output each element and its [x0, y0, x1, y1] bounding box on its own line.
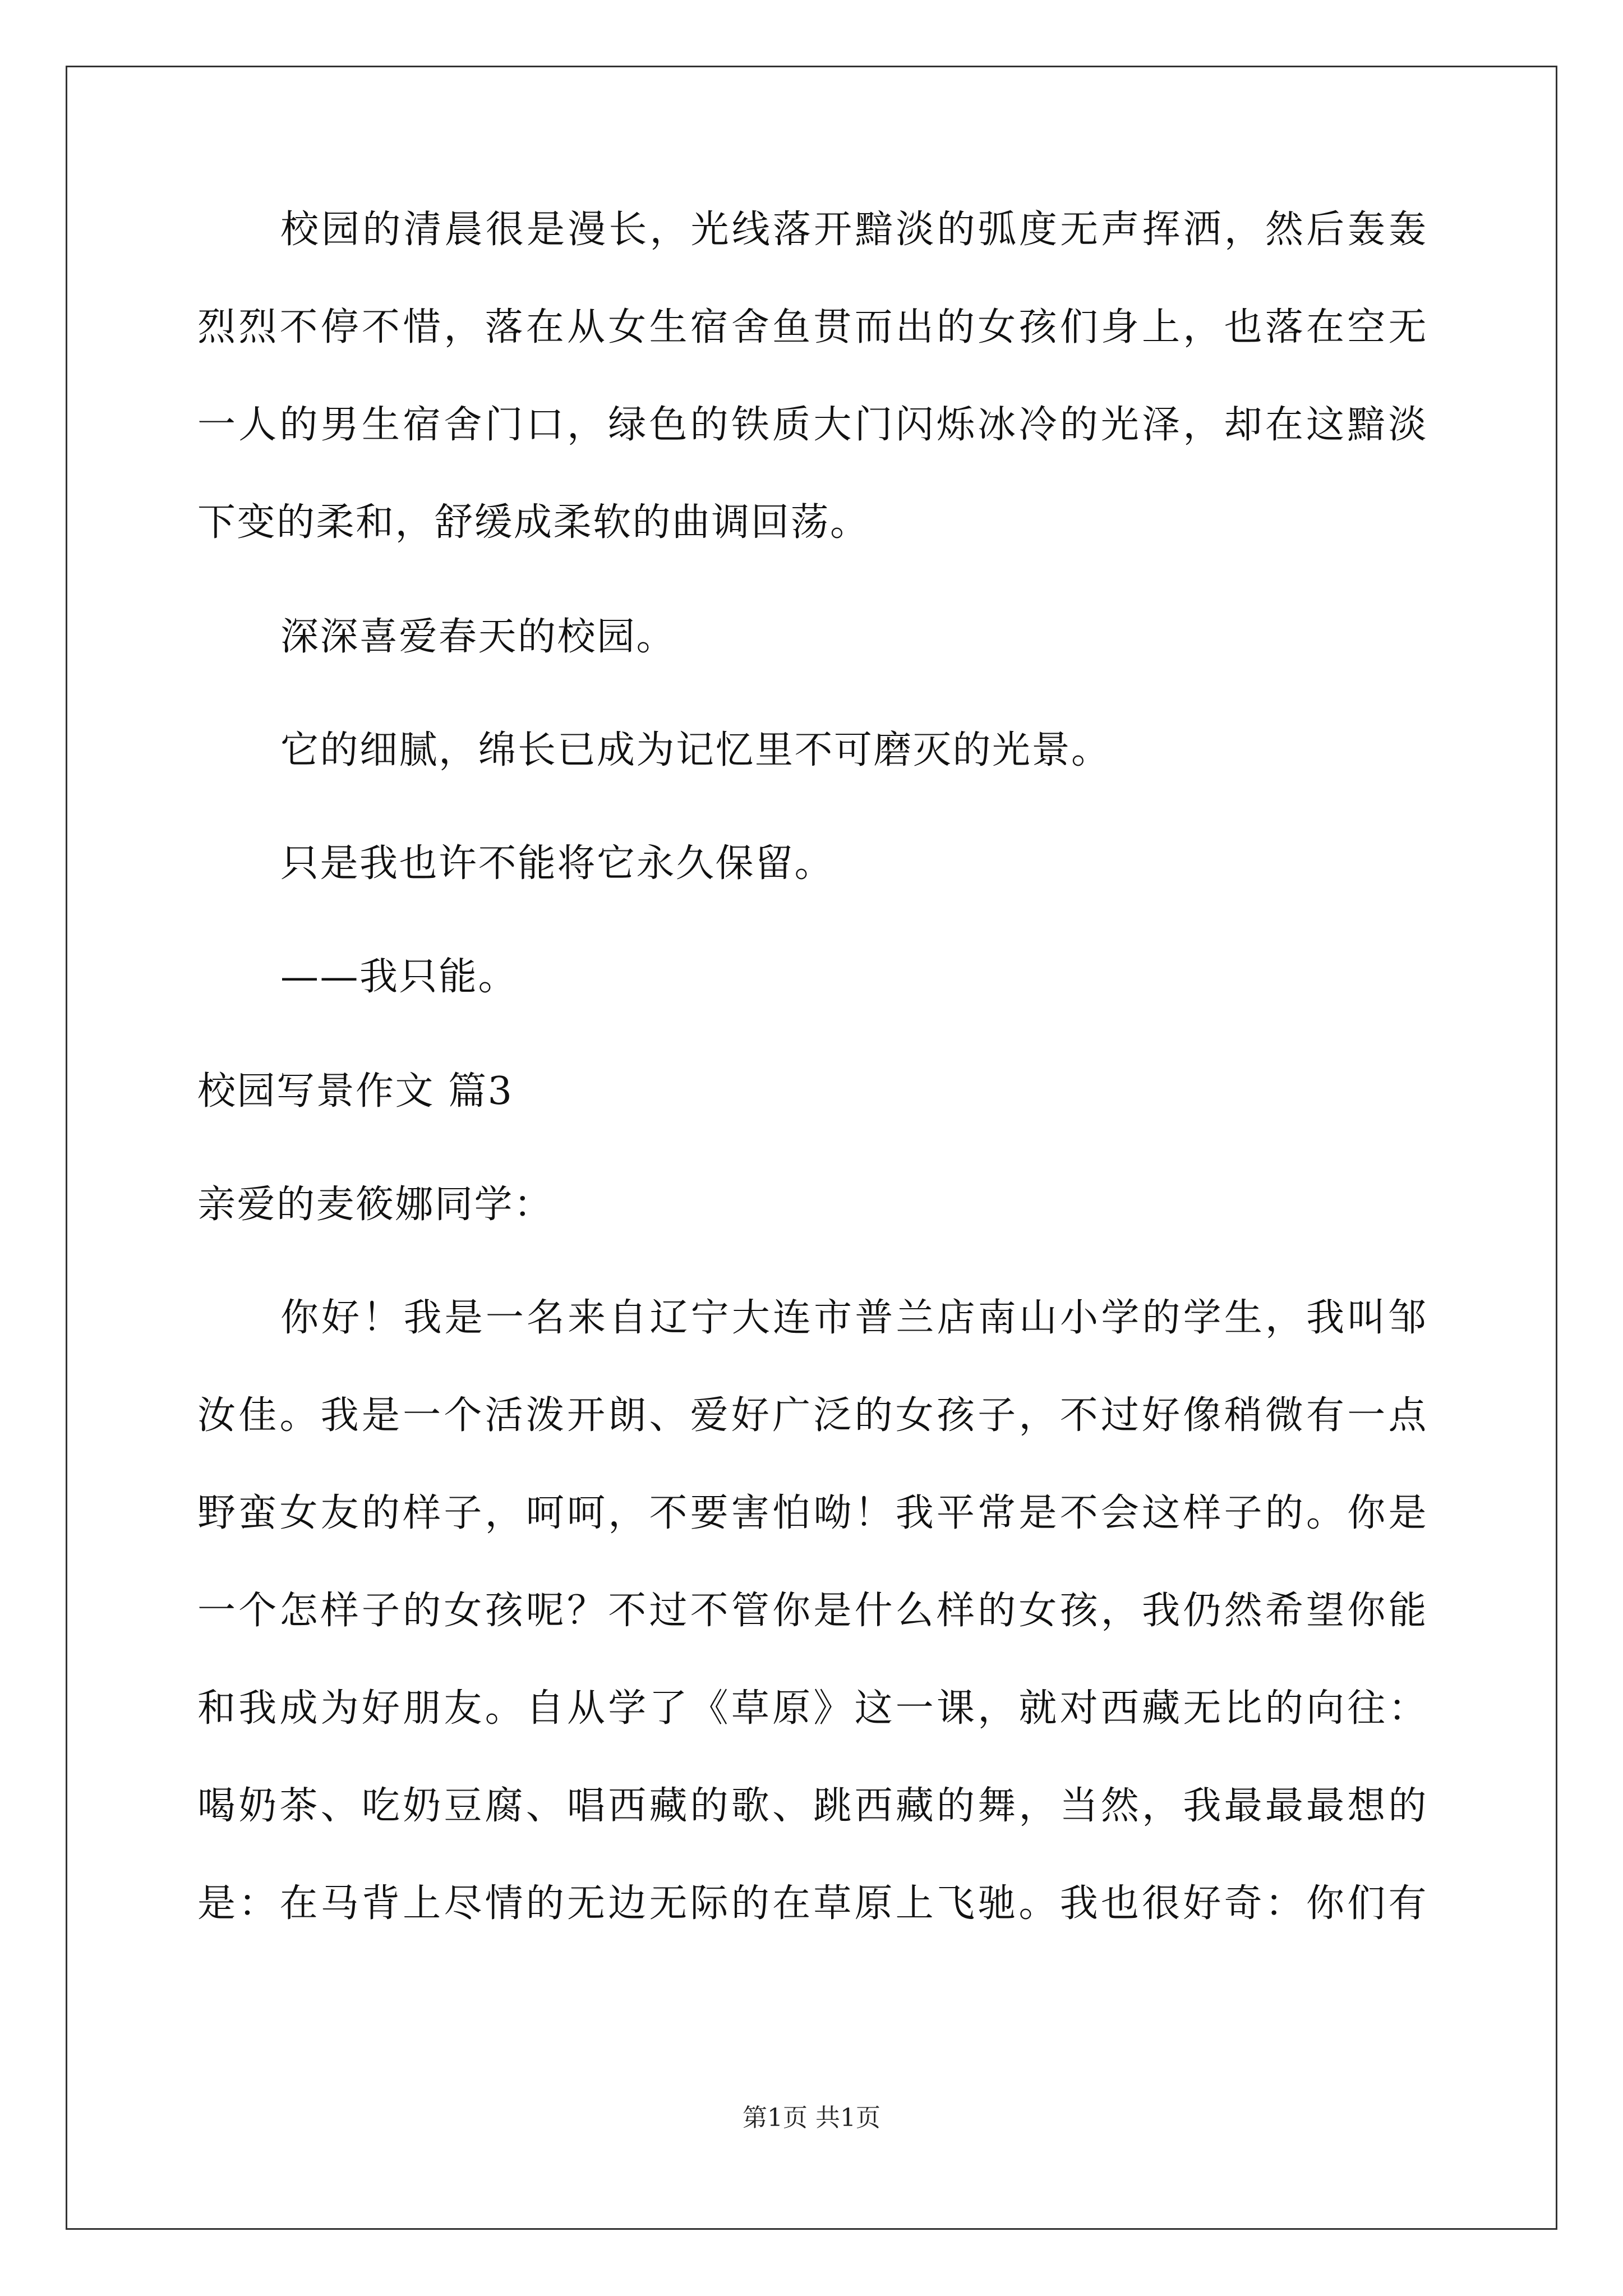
paragraph-line: 烈烈不停不惜，落在从女生宿舍鱼贯而出的女孩们身上，也落在空无 [197, 305, 1428, 349]
paragraph-line: 喝奶茶、吃奶豆腐、唱西藏的歌、跳西藏的舞，当然，我最最最想的 [197, 1784, 1428, 1828]
paragraph-line: 是：在马背上尽情的无边无际的在草原上飞驰。我也很好奇：你们有 [197, 1881, 1428, 1926]
paragraph-line: 校园的清晨很是漫长，光线落开黯淡的弧度无声挥洒，然后轰轰 [280, 208, 1428, 252]
paragraph-line: 下变的柔和，舒缓成柔软的曲调回荡。 [197, 500, 870, 545]
paragraph-line: ——我只能。 [280, 955, 518, 999]
paragraph-line: 你好！我是一名来自辽宁大连市普兰店南山小学的学生，我叫邹 [280, 1296, 1428, 1340]
section-heading: 校园写景作文 篇3 [197, 1069, 514, 1114]
paragraph-line: 汝佳。我是一个活泼开朗、爱好广泛的女孩子，不过好像稍微有一点 [197, 1393, 1428, 1438]
page-footer: 第1页 共1页 [743, 2104, 880, 2132]
paragraph-line: 野蛮女友的样子，呵呵，不要害怕呦！我平常是不会这样子的。你是 [197, 1491, 1428, 1535]
letter-salutation: 亲爱的麦筱娜同学： [197, 1182, 554, 1227]
paragraph-line: 深深喜爱春天的校园。 [280, 615, 676, 659]
paragraph-line: 只是我也许不能将它永久保留。 [280, 841, 834, 886]
paragraph-line: 一个怎样子的女孩呢？不过不管你是什么样的女孩，我仍然希望你能 [197, 1589, 1428, 1633]
paragraph-line: 和我成为好朋友。自从学了《草原》这一课，就对西藏无比的向往： [197, 1686, 1428, 1731]
paragraph-line: 一人的男生宿舍门口，绿色的铁质大门闪烁冰冷的光泽，却在这黯淡 [197, 403, 1428, 447]
paragraph-line: 它的细腻，绵长已成为记忆里不可磨灭的光景。 [280, 728, 1111, 772]
